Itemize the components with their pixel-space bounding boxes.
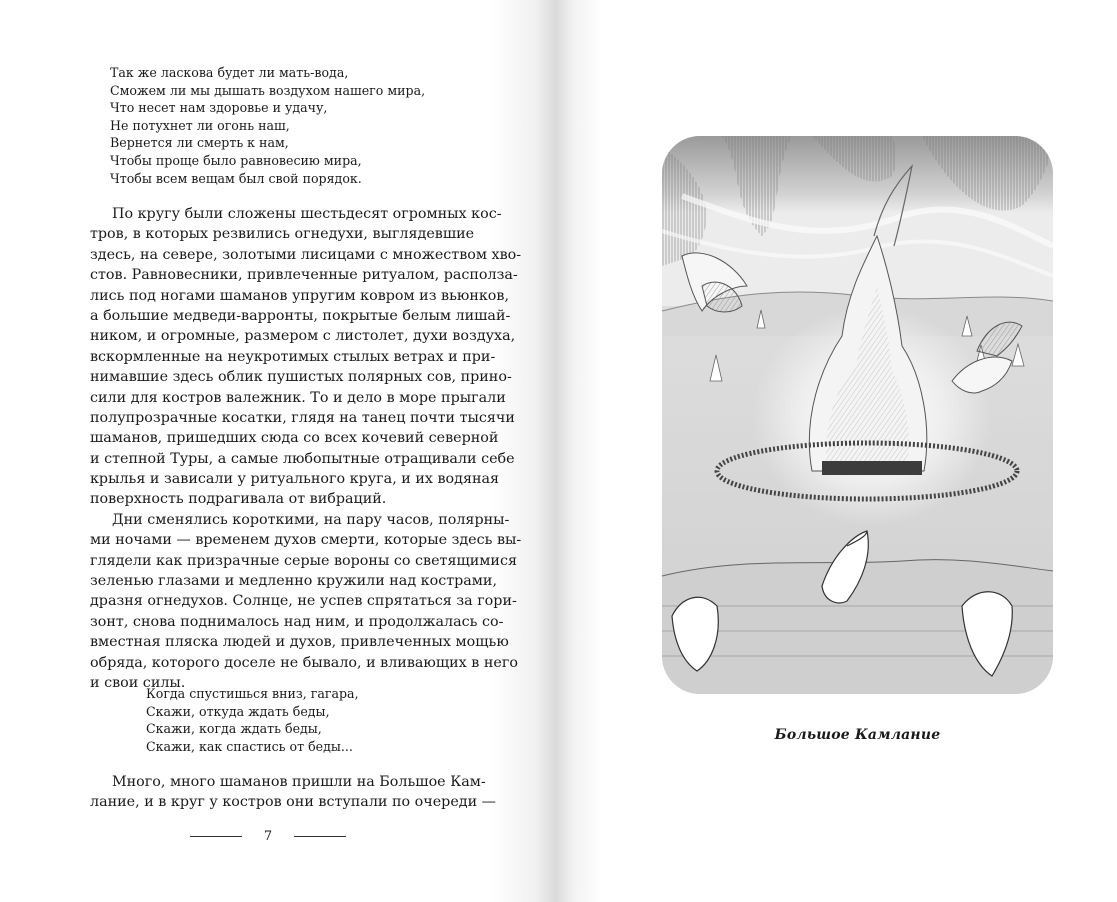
text-line: и свои силы. (90, 674, 186, 691)
text-line: зеленью глазами и медленно кружили над кострами, (90, 573, 497, 590)
text-line: ми ночами — временем духов смерти, которые здесь вы- (90, 532, 522, 549)
text-line: лись под ногами шаманов упругим ковром из вьюнков, (90, 287, 509, 304)
text-line: крылья и зависали у ритуального круга, и их водяная (90, 471, 500, 488)
verse-bottom (146, 685, 359, 755)
text-line: лание, и в круг у костров они вступали по очереди — (90, 794, 496, 811)
verse-line: Чтобы проще было равновесию мира, (110, 152, 362, 168)
prose-end (90, 772, 496, 813)
text-line: нимавшие здесь облик пушистых полярных сов, прино- (90, 369, 512, 386)
text-line: дразня огнедухов. Солнце, не успев спрятаться за гори- (90, 593, 517, 610)
text-line: вскормленные на неукротимых стылых ветрах и при- (90, 348, 496, 365)
verse-line: Скажи, как спастись от беды... (146, 738, 353, 754)
verse-line: Так же ласкова будет ли мать-вода, (110, 65, 349, 80)
text-line: глядели как призрачные серые вороны со светящимися (90, 552, 517, 569)
text-line: зонт, снова поднималось над ним, и продолжалась со- (90, 613, 504, 630)
verse-line: Скажи, когда ждать беды, (146, 721, 322, 737)
text-line: шаманов, пришедших сюда со всех кочевий северной (90, 430, 499, 447)
text-line: сили для костров валежник. То и дело в море прыгали (90, 389, 506, 406)
text-line: полупрозрачные косатки, глядя на танец почти тысячи (90, 409, 515, 426)
folio-rule-right (294, 836, 346, 837)
verse-line: Вернется ли смерть к нам, (110, 135, 289, 151)
text-line: здесь, на севере, золотыми лисицами с множеством хво- (90, 246, 522, 263)
verse-top (110, 64, 425, 187)
text-line: обряда, которого доселе не бывало, и вливающих в него (90, 654, 518, 671)
text-line: По кругу были сложены шестьдесят огромных кос- (112, 206, 502, 222)
text-line: вместная пляска людей и духов, привлеченных мощью (90, 634, 509, 651)
text-line: стов. Равновесники, привлеченные ритуалом, располза- (90, 267, 518, 284)
text-line: тров, в которых резвились огнедухи, выглядевшие (90, 226, 475, 243)
verse-line: Чтобы всем вещам был свой порядок. (110, 170, 362, 186)
verse-line: Сможем ли мы дышать воздухом нашего мира, (110, 82, 426, 98)
verse-line: Не потухнет ли огонь наш, (110, 117, 290, 133)
text-line: Дни сменялись короткими, на пару часов, полярны- (112, 511, 510, 528)
text-line: поверхность подрагивала от вибраций. (90, 491, 387, 508)
folio-rule-left (190, 836, 242, 837)
illustration-shaman-ritual (662, 136, 1053, 694)
verse-line: Что несет нам здоровье и удачу, (110, 100, 328, 116)
verse-line: Когда спустишься вниз, гагара, (146, 686, 359, 701)
verse-line: Скажи, откуда ждать беды, (146, 703, 330, 719)
prose-main (90, 204, 522, 693)
text-line: ником, и огромные, размером с листолет, духи воздуха, (90, 328, 516, 345)
text-line: Много, много шаманов пришли на Большое Кам- (112, 774, 486, 790)
page-number: 7 (263, 828, 273, 844)
text-line: и степной Туры, а самые любопытные отращивали себе (90, 450, 515, 467)
page-folio (190, 826, 346, 846)
text-line: а большие медведи-варронты, покрытые белым лишай- (90, 307, 511, 324)
illustration-caption: Большое Камлание (774, 727, 941, 743)
